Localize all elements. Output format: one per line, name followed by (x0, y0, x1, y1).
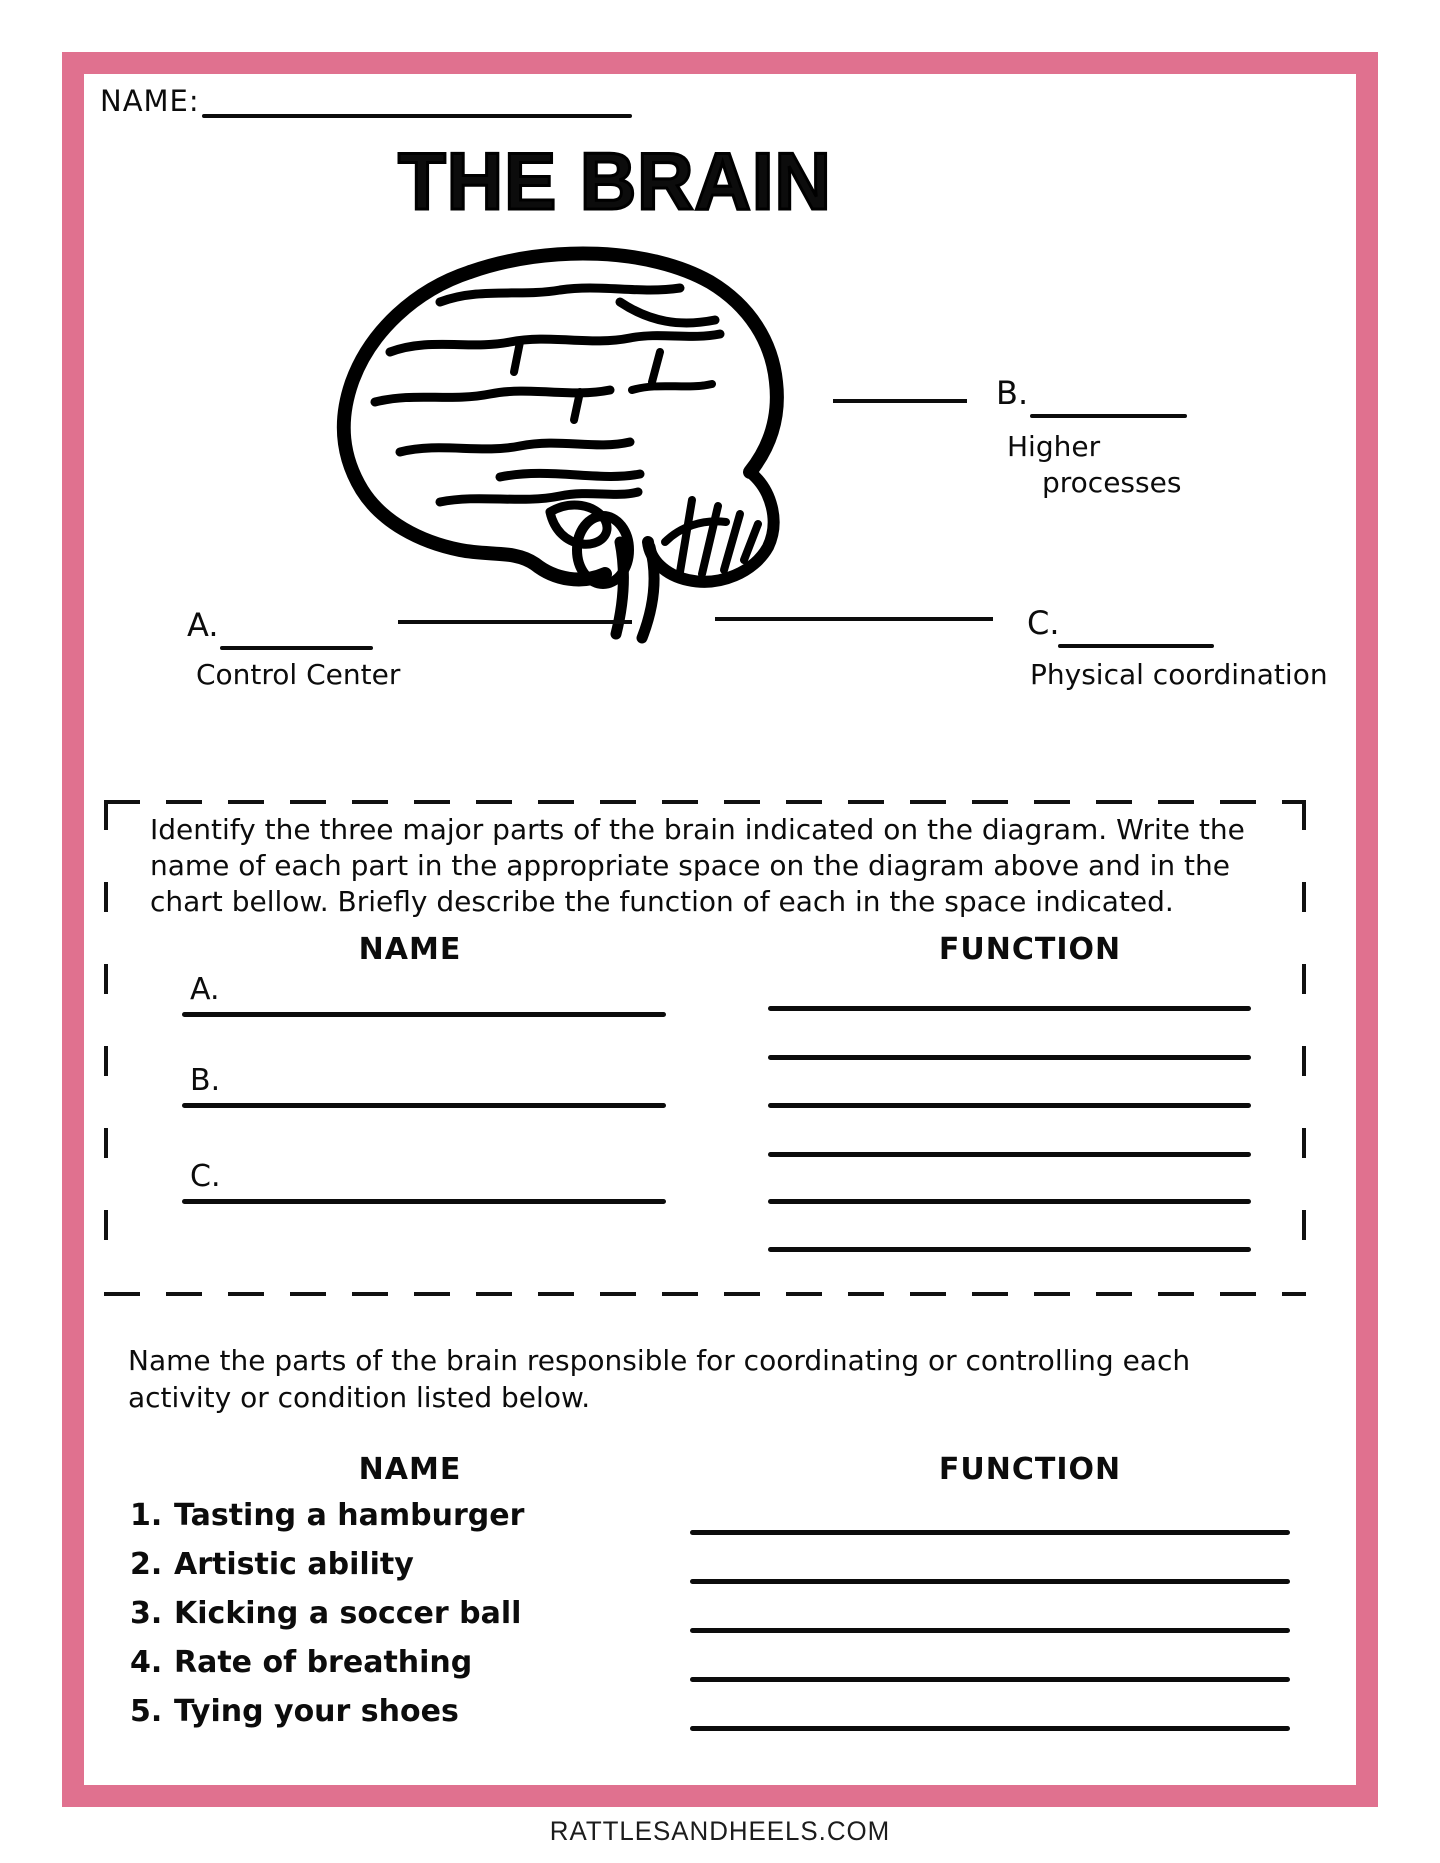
leader-line-c (715, 617, 993, 621)
dashed-box-left-border (104, 800, 108, 1296)
name-answer-line-a[interactable] (182, 1012, 666, 1017)
diagram-caption-b-line2: processes (1042, 466, 1182, 499)
footer-site-credit: RATTLESANDHEELS.COM (549, 1816, 891, 1846)
section1-instructions-line1: Identify the three major parts of the brain indicated on the diagram. Write the (150, 813, 1245, 846)
page-title: THE BRAIN (398, 135, 832, 227)
diagram-caption-b-line1: Higher (1007, 430, 1101, 463)
name-answer-line-b[interactable] (182, 1103, 666, 1108)
section2-instructions-line1: Name the parts of the brain responsible for coordinating or controlling each (128, 1344, 1191, 1377)
activity-label-4: Rate of breathing (174, 1645, 473, 1680)
table-row-letter-a: A. (190, 972, 220, 1007)
activity-number-1: 1. (130, 1498, 163, 1533)
table-row-letter-c: C. (190, 1159, 221, 1194)
table-row-letter-b: B. (190, 1063, 221, 1098)
leader-line-b (833, 399, 967, 403)
function-answer-line-5[interactable] (768, 1199, 1251, 1204)
diagram-blank-c[interactable] (1058, 644, 1214, 648)
function-answer-line-2[interactable] (768, 1055, 1251, 1060)
activity-number-3: 3. (130, 1596, 163, 1631)
diagram-caption-c: Physical coordination (1030, 658, 1328, 691)
activity-label-2: Artistic ability (174, 1547, 414, 1582)
section2-function-header: FUNCTION (938, 1452, 1122, 1487)
diagram-label-c: C. (1027, 604, 1060, 642)
function-answer-line-1[interactable] (768, 1006, 1251, 1011)
name-blank-line[interactable] (202, 114, 632, 118)
section1-instructions (150, 812, 1260, 920)
activity-item-5 (130, 1694, 459, 1729)
activity-answer-line-5[interactable] (690, 1726, 1290, 1731)
dashed-box-right-border (1302, 800, 1306, 1296)
diagram-blank-b[interactable] (1030, 414, 1187, 418)
diagram-caption-a: Control Center (196, 658, 401, 691)
activity-label-1: Tasting a hamburger (174, 1498, 525, 1533)
activity-answer-line-1[interactable] (690, 1530, 1290, 1535)
function-answer-line-4[interactable] (768, 1152, 1251, 1157)
section1-instructions-line3: chart bellow. Briefly describe the function of each in the space indicated. (150, 885, 1174, 918)
diagram-blank-a[interactable] (220, 646, 373, 650)
activity-label-3: Kicking a soccer ball (174, 1596, 522, 1631)
name-field-label: NAME: (100, 84, 200, 118)
function-answer-line-6[interactable] (768, 1247, 1251, 1252)
activity-item-2 (130, 1547, 414, 1582)
activity-item-1 (130, 1498, 524, 1533)
section2-name-header: NAME (358, 1452, 462, 1487)
activity-answer-line-4[interactable] (690, 1677, 1290, 1682)
activity-label-5: Tying your shoes (174, 1694, 459, 1729)
activity-number-5: 5. (130, 1694, 163, 1729)
diagram-label-b: B. (996, 374, 1029, 412)
activity-number-4: 4. (130, 1645, 163, 1680)
section2-instructions (128, 1342, 1278, 1416)
activity-answer-line-3[interactable] (690, 1628, 1290, 1633)
diagram-label-a: A. (187, 606, 219, 644)
leader-line-a (398, 620, 632, 624)
function-answer-line-3[interactable] (768, 1103, 1251, 1108)
activity-item-4 (130, 1645, 472, 1680)
dashed-box-bottom-border (104, 1292, 1306, 1296)
dashed-box-top-border (104, 800, 1306, 804)
section1-name-header: NAME (358, 932, 462, 967)
activity-item-3 (130, 1596, 521, 1631)
section2-instructions-line2: activity or condition listed below. (128, 1381, 591, 1414)
section1-function-header: FUNCTION (938, 932, 1122, 967)
activity-answer-line-2[interactable] (690, 1579, 1290, 1584)
brain-illustration (320, 242, 790, 652)
activity-number-2: 2. (130, 1547, 163, 1582)
section1-instructions-line2: name of each part in the appropriate space on the diagram above and in the (150, 849, 1230, 882)
name-answer-line-c[interactable] (182, 1199, 666, 1204)
